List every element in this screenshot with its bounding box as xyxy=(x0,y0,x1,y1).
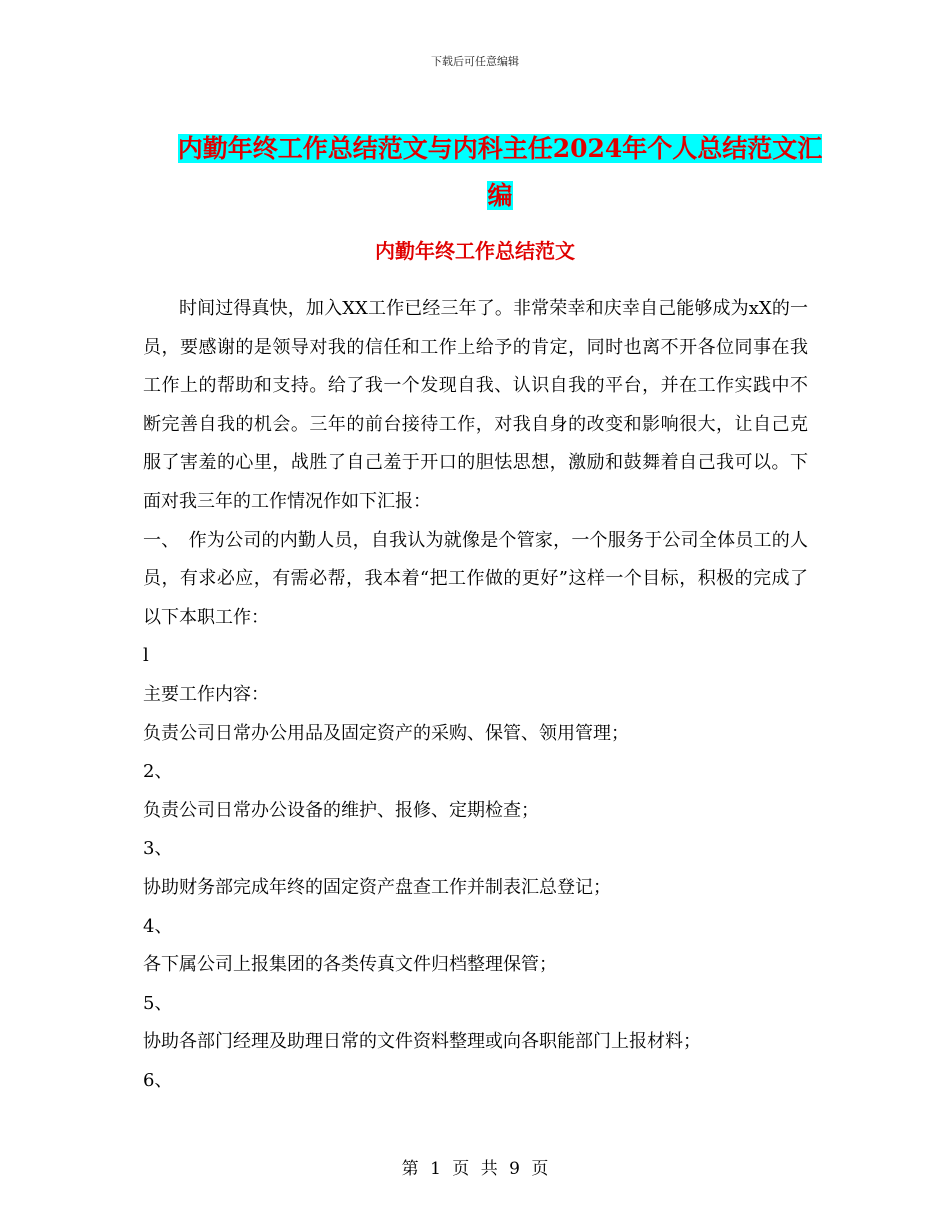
page-number: 第 1 页 共 9 页 xyxy=(401,1159,549,1179)
list-marker-3: 3、 xyxy=(143,838,173,860)
document-body xyxy=(143,290,808,1100)
list-marker-5: 5、 xyxy=(143,992,173,1014)
page-header: 下载后可任意编辑 xyxy=(431,55,519,68)
paragraph-heading: 主要工作内容： xyxy=(143,683,269,705)
list-item-4: 各下属公司上报集团的各类传真文件归档整理保管； xyxy=(143,954,557,976)
list-item-3: 协助财务部完成年终的固定资产盘查工作并制表汇总登记； xyxy=(143,876,611,898)
list-marker-2: 2、 xyxy=(143,761,173,783)
list-marker-6: 6、 xyxy=(143,1069,173,1091)
document-title-text: 内勤年终工作总结范文与内科主任2024年个人总结范文汇编 xyxy=(177,133,823,210)
list-item-5: 协助各部门经理及助理日常的文件资料整理或向各职能部门上报材料； xyxy=(143,1031,701,1053)
section-title: 内勤年终工作总结范文 xyxy=(375,238,575,263)
list-item-1: 负责公司日常办公用品及固定资产的采购、保管、领用管理； xyxy=(143,722,629,744)
paragraph-point-1: 一、 作为公司的内勤人员，自我认为就像是个管家，一个服务于公司全体员工的人员，有求必应，有需必帮，我本着“把工作做的更好”这样一个目标，积极的完成了以下本职工作： xyxy=(143,529,808,628)
document-title xyxy=(170,125,830,219)
list-item-2: 负责公司日常办公设备的维护、报修、定期检查； xyxy=(143,799,539,821)
paragraph-intro: 时间过得真快，加入XX工作已经三年了。非常荣幸和庆幸自己能够成为xX的一员，要感谢的是领导对我的信任和工作上给予的肯定，同时也离不开各位同事在我工作上的帮助和支持。给了我一个发现自我、认识自我的平台，并在工作实践中不断完善自我的机会。三年的前台接待工作，对我自身的改变和影响很大，让自己克服了害羞的心里，战胜了自己羞于开口的胆怯思想，激励和鼓舞着自己我可以。下面对我三年的工作情况作如下汇报： xyxy=(143,298,808,512)
list-marker-1: l xyxy=(143,645,149,667)
list-marker-4: 4、 xyxy=(143,915,173,937)
